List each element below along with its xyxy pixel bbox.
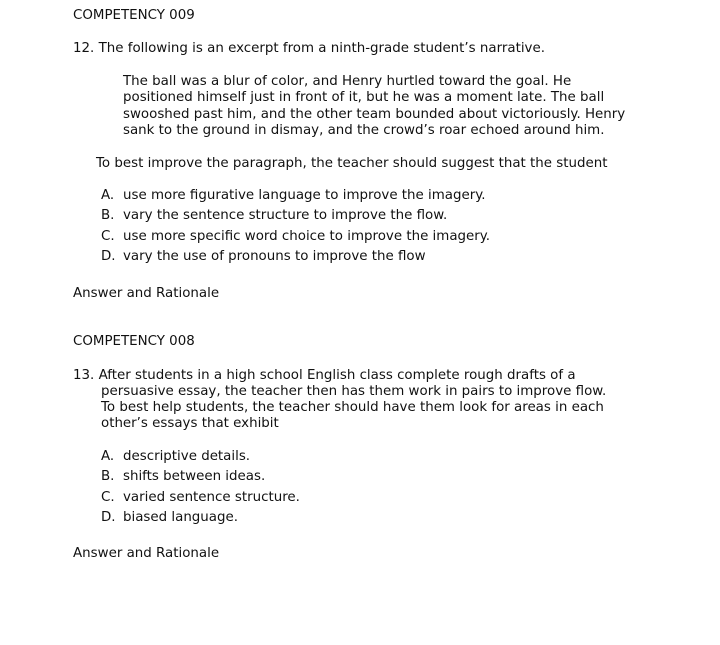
excerpt-line: sank to the ground in dismay, and the crowd’s roar echoed around him. — [123, 122, 605, 138]
option-text: biased language. — [123, 510, 238, 525]
option-letter: D. — [101, 249, 116, 264]
option-letter: C. — [101, 490, 115, 505]
option-b[interactable] — [101, 469, 265, 484]
option-c[interactable] — [101, 229, 490, 244]
option-d[interactable] — [101, 510, 238, 525]
competency-heading: COMPETENCY 008 — [73, 334, 195, 349]
question-text: The following is an excerpt from a ninth-grade student’s narrative. — [98, 41, 545, 56]
question-number: 13. — [73, 368, 95, 383]
question-text-line: other’s essays that exhibit — [101, 416, 279, 431]
question-text-line: persuasive essay, the teacher then has them work in pairs to improve flow. — [101, 384, 607, 399]
option-text: descriptive details. — [123, 449, 251, 464]
option-a[interactable] — [101, 188, 486, 203]
option-letter: A. — [101, 449, 115, 464]
excerpt-line: positioned himself just in front of it, but he was a moment late. The ball — [123, 90, 605, 106]
option-letter: D. — [101, 510, 116, 525]
option-d[interactable] — [101, 249, 426, 264]
option-letter: A. — [101, 188, 115, 203]
option-a[interactable] — [101, 449, 250, 464]
option-text: shifts between ideas. — [123, 469, 266, 484]
answer-rationale-link[interactable]: Answer and Rationale — [73, 286, 220, 301]
question-text-line: After students in a high school English class complete rough drafts of a — [98, 368, 576, 383]
option-text: use more specific word choice to improve the imagery. — [123, 229, 491, 244]
option-text: vary the sentence structure to improve the flow. — [123, 208, 448, 223]
student-excerpt — [123, 74, 663, 139]
option-text: use more figurative language to improve the imagery. — [123, 188, 486, 203]
question-13-stem — [73, 368, 576, 383]
option-b[interactable] — [101, 208, 447, 223]
question-12-stem — [73, 41, 545, 56]
question-prompt: To best improve the paragraph, the teacher should suggest that the student — [96, 156, 608, 171]
answer-rationale-link[interactable]: Answer and Rationale — [73, 546, 220, 561]
option-text: varied sentence structure. — [123, 490, 300, 505]
competency-heading: COMPETENCY 009 — [73, 8, 195, 23]
option-c[interactable] — [101, 490, 300, 505]
excerpt-line: The ball was a blur of color, and Henry hurtled toward the goal. He — [123, 74, 572, 89]
option-letter: B. — [101, 208, 115, 223]
option-letter: C. — [101, 229, 115, 244]
option-text: vary the use of pronouns to improve the flow — [123, 249, 426, 264]
question-number: 12. — [73, 41, 95, 56]
excerpt-line: swooshed past him, and the other team bounded about victoriously. Henry — [123, 106, 626, 122]
option-letter: B. — [101, 469, 115, 484]
question-text-line: To best help students, the teacher should have them look for areas in each — [101, 400, 604, 415]
